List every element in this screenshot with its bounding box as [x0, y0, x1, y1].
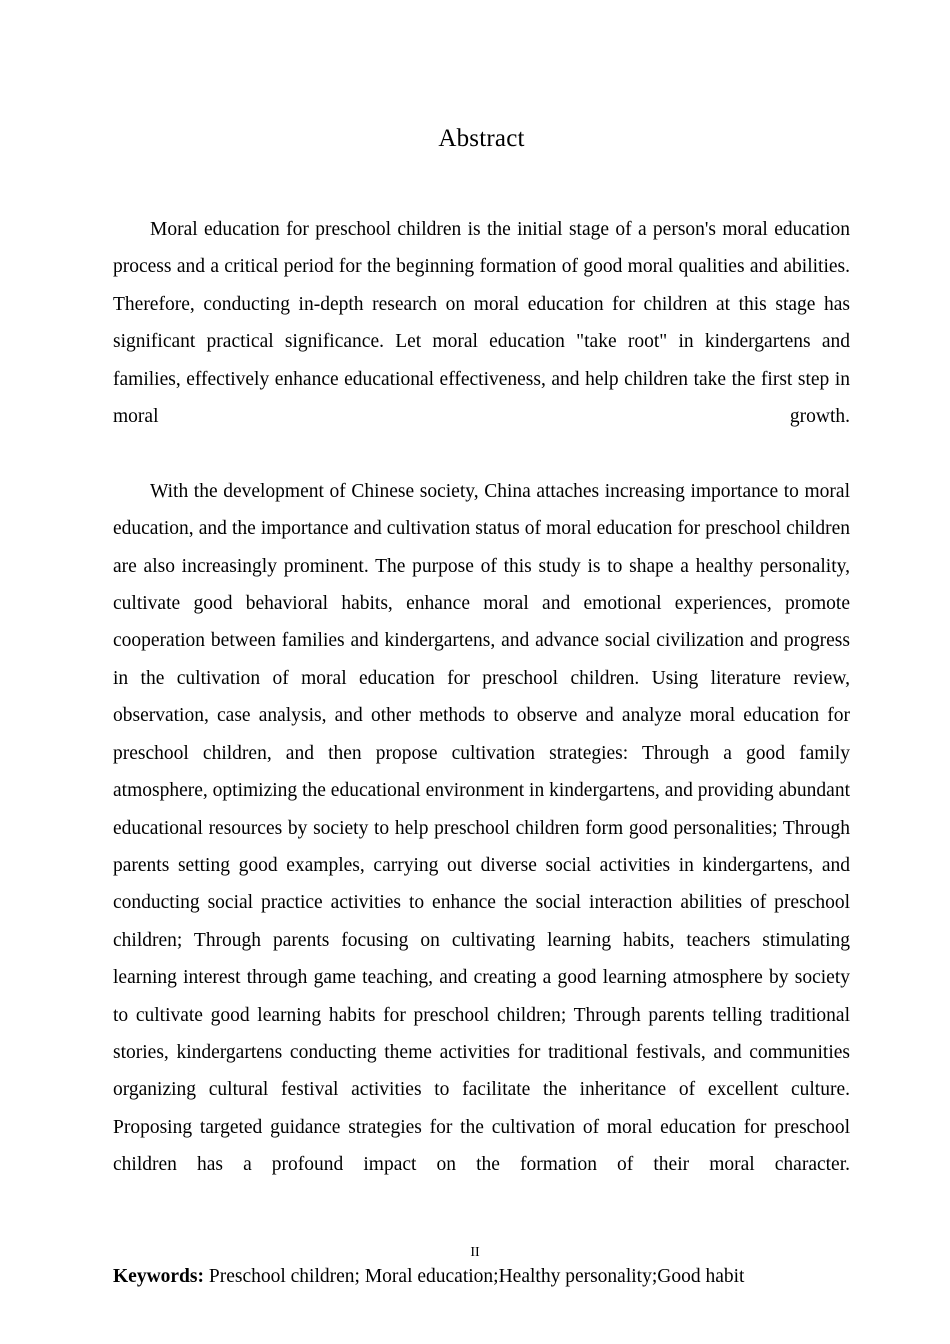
page-content [113, 0, 850, 1295]
abstract-paragraph-2: With the development of Chinese society, China attaches increasing importance to moral education, and the importance and cultivation status of moral education for preschool children are also increasingly prominent. The purpose of this study is to shape a healthy personality, cultivate good behavioral habits, enhance moral and emotional experiences, promote cooperation between families and kindergartens, and advance social civilization and progress in the cultivation of moral education for preschool children. Using literature review, observation, case analysis, and other methods to observe and analyze moral education for preschool children, and then propose cultivation strategies: Through a good family atmosphere, optimizing the educational environment in kindergartens, and providing abundant educational resources by society to help preschool children form good personalities; Through parents setting good examples, carrying out diverse social activities in kindergartens, and conducting social practice activities to enhance the social interaction abilities of preschool children; Through parents focusing on cultivating learning habits, teachers stimulating learning interest through game teaching, and creating a good learning atmosphere by society to cultivate good learning habits for preschool children; Through parents telling traditional stories, kindergartens conducting theme activities for traditional festivals, and communities organizing cultural festival activities to facilitate the inheritance of excellent culture. Proposing targeted guidance strategies for the cultivation of moral education for preschool children has a profound impact on the formation of their moral character. [113, 480, 850, 1176]
page-number: II [470, 1245, 480, 1260]
keywords-label: Keywords: [113, 1265, 209, 1287]
abstract-paragraph-1: Moral education for preschool children is the initial stage of a person's moral education process and a critical period for the beginning formation of good moral qualities and abilities. Therefore, conducting in-depth research on moral education for children at this stage has significant practical significance. Let moral education "take root" in kindergartens and families, effectively enhance educational effectiveness, and help children take the first step in moral growth. [113, 219, 850, 428]
keywords-block [113, 1258, 850, 1295]
page-title: Abstract [438, 125, 525, 152]
abstract-body [113, 211, 850, 1221]
keywords-line [113, 1258, 850, 1295]
keywords-value: Preschool children; Moral education;Healthy personality;Good habit [208, 1265, 745, 1287]
